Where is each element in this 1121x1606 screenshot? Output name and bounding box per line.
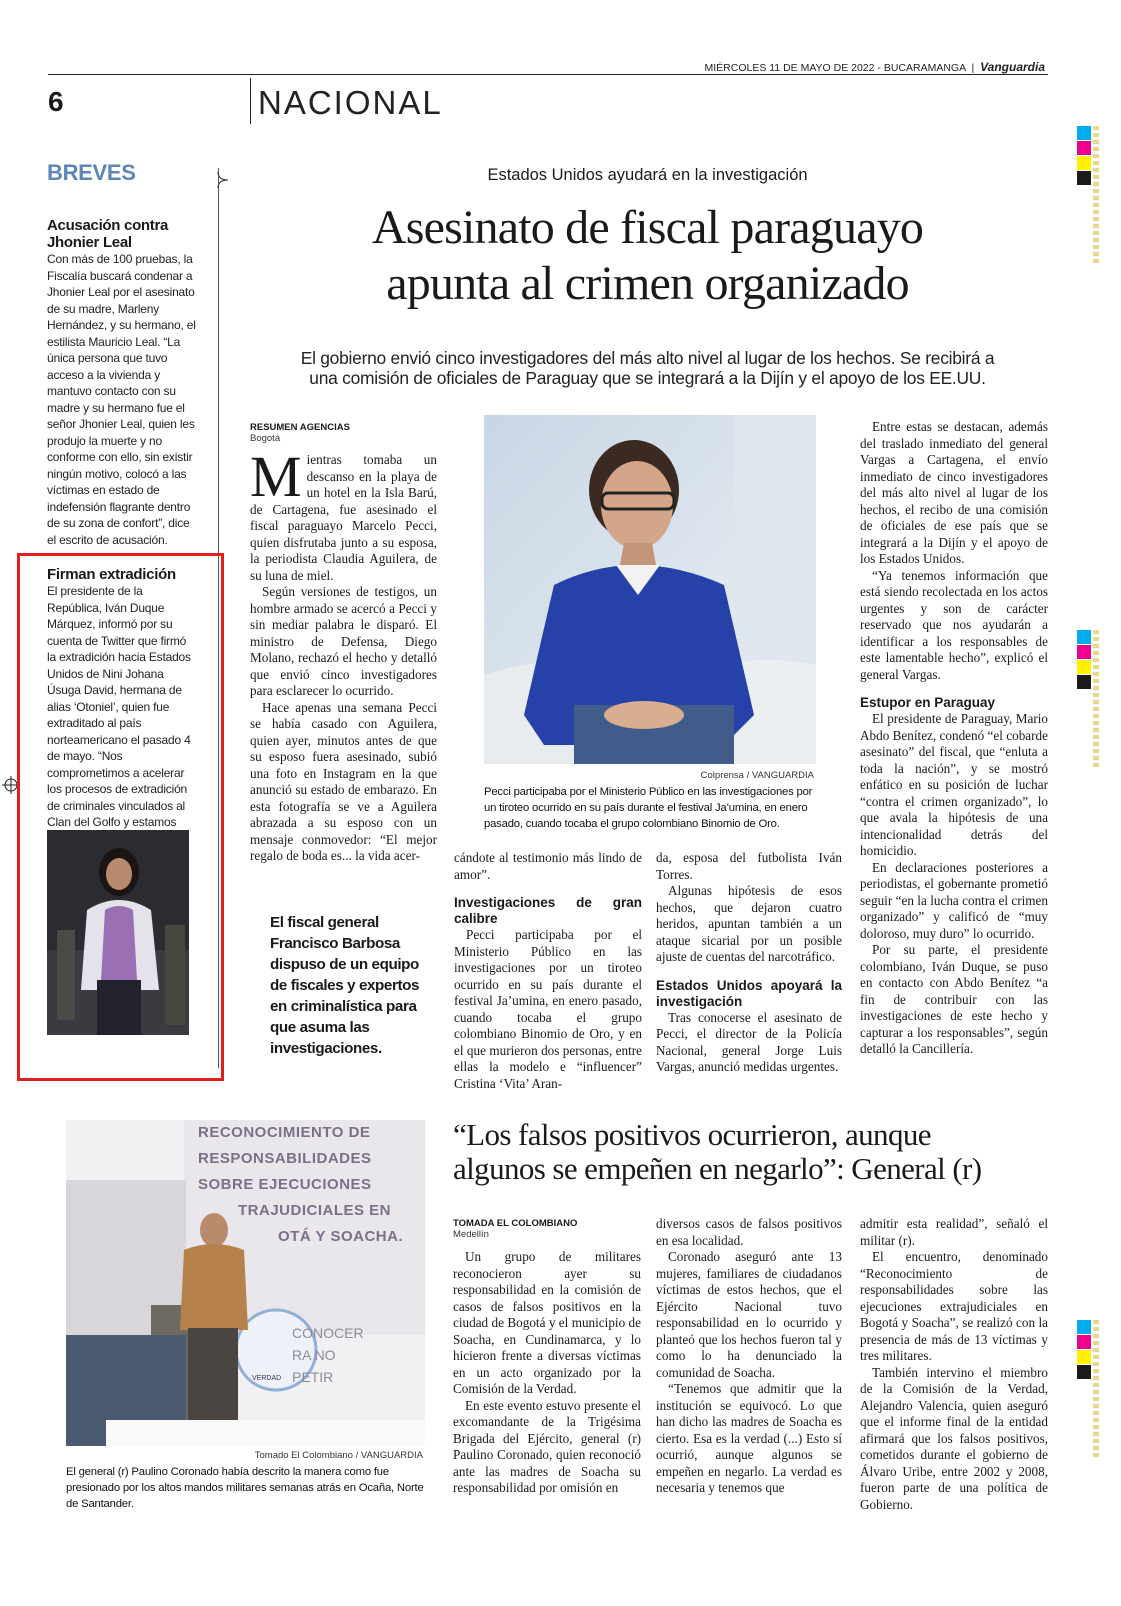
backdrop-line: RA NO: [292, 1347, 336, 1363]
backdrop-line: PETIR: [292, 1369, 334, 1385]
subhead: Estupor en Paraguay: [860, 695, 996, 710]
paragraph: En declaraciones posteriores a periodistas, el gobernante prometió seguir “en la lucha contra el crimen organizado” y calificó de “muy doloroso, muy duro” lo ocurrido.: [860, 859, 1048, 941]
main-kicker: Estados Unidos ayudará en la investigación: [487, 166, 808, 184]
paragraph: Algunas hipótesis de esos hechos, que dejaron cuatro heridos, apuntan también a un ataque sicarial por un posible ajuste de cuentas del narcotráfico.: [656, 883, 842, 964]
banner-line: RESPONSABILIDADES: [198, 1150, 372, 1167]
second-photo-caption: El general (r) Paulino Coronado había descrito la manera como fue presionado por los altos mandos militares semanas atrás en Ocaña, Norte de Santander.: [66, 1466, 424, 1510]
banner-line: TRAJUDICIALES EN: [238, 1202, 392, 1219]
paragraph: En este evento estuvo presente el excomandante de la Trigésima Brigada del Ejército, general (r) Paulino Coronado, quien reconoció ante las madres de Soacha su responsabilidad por omisión en: [453, 1397, 641, 1495]
main-headline: [250, 200, 1045, 312]
paragraph: Un grupo de militares reconocieron ayer su responsabilidad en la comisión de casos de falsos positivos en la ciudad de Bogotá y el municipio de Soacha, en Cundinamarca, y lo hicieron frente a diversas víctimas en un acto organizado por la Comisión de la Verdad.: [453, 1249, 641, 1396]
paragraph: cándote al testimonio más lindo de amor”.: [454, 850, 642, 882]
paragraph: diversos casos de falsos positivos en esa localidad.: [656, 1216, 842, 1248]
brief-body: Con más de 100 pruebas, la Fiscalía buscará condenar a Jhonier Leal por el asesinato de su madre, Marleny Hernández, y su hermano, el estilista Mauricio Leal. “La única persona que tuvo acceso a la vivienda y mantuvo contacto con su madre y su hermano fue el señor Jhonier Leal, quien les produjo la muerte y no conforme con ello, sin existir ningún motivo, colocó a las víctimas en estado de indefensión flagrante dentro de su zona de confort”, dice el escrito de acusación.: [47, 252, 196, 547]
header-rule: [48, 74, 1048, 75]
brand-logo: Vanguardia: [980, 60, 1045, 74]
main-deck-line2: una comisión de oficiales de Paraguay que se integrará a la Dijín y el apoyo de los EE.UU.: [309, 368, 986, 388]
section-divider: [250, 78, 251, 124]
page-number: 6: [48, 86, 64, 117]
main-column-2: [454, 850, 642, 1092]
briefs-section-label: BREVES: [47, 160, 136, 185]
second-photo-credit: Tomado El Colombiano / VANGUARDIA: [254, 1450, 423, 1461]
subhead: Estados Unidos apoyará la investigación: [656, 977, 842, 1009]
byline-agency: RESUMEN AGENCIAS: [250, 422, 350, 433]
paragraph: Tras conocerse el asesinato de Pecci, el director de la Policía Nacional, general Jorge Luis Vargas, anunció medidas urgentes.: [656, 1009, 842, 1074]
photo-banner-text: [198, 1120, 423, 1250]
main-column-4: [860, 419, 1048, 1058]
paragraph: Por su parte, el presidente colombiano, Iván Duque, se puso en contacto con Abdo Benítez “a fin de contribuir con las investigaciones de este hecho y capturar a los responsables”, según detalló la Cancillería.: [860, 942, 1048, 1056]
brief-title: Acusación contra Jhonier Leal: [47, 217, 169, 251]
paragraph: Hace apenas una semana Pecci se había casado con Aguilera, quien ayer, minutos antes de que su esposo fuera asesinado, subió una foto en Instagram en la que anunció su estado de embarazo. En esta fotografía se ve a Aguilera abrazada a su esposo con un mensaje conmovedor: “El mejor regalo de boda es... la vida acer-: [250, 699, 437, 863]
paragraph: admitir esta realidad”, señaló el militar (r).: [860, 1216, 1048, 1248]
second-column-3: [860, 1216, 1048, 1513]
paragraph: Coronado aseguró ante 13 mujeres, familiares de ciudadanos víctimas de estos hechos, que el Ejército Nacional tuvo responsabilidad en lo ocurrido y planteó que los hechos fueron tal y como lo ha denunciado la comunidad de Soacha.: [656, 1249, 842, 1380]
paragraph: da, esposa del futbolista Iván Torres.: [656, 850, 842, 882]
brief-item-extradicion: [47, 566, 197, 847]
second-headline-line2: algunos se empeñen en negarlo”: General (r): [453, 1151, 982, 1186]
main-column-3: [656, 850, 842, 1076]
paragraph: El presidente de Paraguay, Mario Abdo Benítez, condenó “el cobarde asesinato” del fiscal, que “enluta a toda la nación”, y se mostró enfático en su posición de luchar “contra el crimen organizado”, lo que avala la hipótesis de una intencionalidad detrás del homicidio.: [860, 711, 1048, 858]
brief-photo-usuga: [47, 830, 189, 1035]
main-photo-credit: Colprensa / VANGUARDIA: [700, 770, 814, 781]
podium-label: VERDAD: [252, 1375, 282, 1382]
main-photo-pecci: [484, 415, 816, 764]
banner-line: RECONOCIMIENTO DE: [198, 1124, 371, 1141]
section-title: NACIONAL: [258, 84, 443, 121]
brief-title: Firman extradición: [47, 566, 176, 583]
paragraph: El encuentro, denominado “Reconocimiento de responsabilidades sobre las ejecuciones extrajudiciales en Bogotá y Soacha”, se realizó con la presencia de más de 13 víctimas y tres militares.: [860, 1249, 1048, 1363]
second-headline: [453, 1118, 1053, 1186]
second-column-1: [453, 1249, 641, 1497]
brief-body: El presidente de la República, Iván Duque Márquez, informó por su cuenta de Twitter que firmó la extradición hacia Estados Unidos de Nini Johana Úsuga David, hermana de alias ‘Otoniel’, quien fue extraditado al país norteamericano el pasado 4 de mayo. “Nos comprometimos a acelerar los procesos de extradición de criminales vinculados al Clan del Golfo y estamos: [47, 584, 191, 829]
backdrop-line: CONOCER: [292, 1325, 364, 1341]
briefs-divider-arrow-icon: [214, 170, 230, 190]
main-photo-caption: Pecci participaba por el Ministerio Público en las investigaciones por un tiroteo ocurrido en su país durante el festival Ja’umina, en enero pasado, cuando tocaba el grupo colombiano Binomio de Oro.: [484, 786, 813, 830]
byline-city: Medellín: [453, 1229, 489, 1240]
paragraph: “Ya tenemos información que está siendo recolectada en los actos urgentes y son de carácter reservado que nos ayudarán a identificar a los responsables de este lamentable hecho”, explicó el general Vargas.: [860, 567, 1048, 682]
photo-backdrop-text: [292, 1322, 364, 1388]
dateline-text: MIÉRCOLES 11 DE MAYO DE 2022 - BUCARAMANGA: [704, 62, 966, 74]
brief-item-leal: [47, 218, 197, 548]
paragraph: “Tenemos que admitir que la institución se equivocó. Lo que han dicho las madres de Soacha es cierto. Esa es la verdad (...) Esto sí ocurrió, aunque algunos se empeñen en negarlo. La verdad es necesaria y tenemos que: [656, 1381, 842, 1495]
subhead: Investigaciones de gran calibre: [454, 895, 642, 926]
dropcap: M: [250, 444, 302, 509]
second-headline-line1: “Los falsos positivos ocurrieron, aunque: [453, 1117, 931, 1152]
main-byline: [250, 422, 350, 444]
paragraph: También intervino el miembro de la Comisión de la Verdad, Alejandro Valencia, quien aseguró que el informe final de la entidad afirmará que los falsos positivos, cometidos durante el gobierno de Álvaro Uribe, entre 2002 y 2008, fueron parte de una política de Gobierno.: [860, 1364, 1048, 1512]
second-byline: [453, 1218, 577, 1240]
main-deck: [250, 348, 1045, 388]
main-headline-line2: apunta al crimen organizado: [386, 257, 909, 310]
paragraph: Según versiones de testigos, un hombre armado se acercó a Pecci y sin mediar palabra le disparó. El ministro de Defensa, Diego Molano, rechazó el hecho y detalló que envió cinco investigadores para esclarecer lo ocurrido.: [250, 584, 437, 698]
banner-line: SOBRE EJECUCIONES: [198, 1176, 372, 1193]
main-column-1: [250, 444, 437, 865]
second-photo-coronado: [66, 1120, 425, 1446]
dateline: MIÉRCOLES 11 DE MAYO DE 2022 - BUCARAMANGA | Vanguardia: [704, 60, 1045, 74]
paragraph: ientras tomaba un descanso en la playa de un hotel en la Isla Barú, de Cartagena, fue asesinado el fiscal paraguayo Marcelo Pecci, quien disfrutaba junto a su esposa, la periodista Claudia Aguilera, de su luna de miel.: [250, 452, 437, 583]
banner-line: OTÁ Y SOACHA.: [278, 1228, 404, 1245]
second-column-2: [656, 1216, 842, 1497]
byline-city: Bogotá: [250, 433, 281, 444]
paragraph: Pecci participaba por el Ministerio Público en las investigaciones por un tiroteo ocurrido en su país durante el festival Ja’umina, en enero pasado, cuando tocaba el grupo colombiano Binomio de Oro, y en el que murieron dos personas, entre ellas la modelo e “influencer” Cristina ‘Vita’ Aran-: [454, 927, 642, 1091]
pull-quote: El fiscal general Francisco Barbosa dispuso de un equipo de fiscales y expertos en criminalística para que asuma las investigaciones.: [270, 914, 420, 1057]
main-headline-line1: Asesinato de fiscal paraguayo: [371, 201, 924, 254]
main-deck-line1: El gobierno envió cinco investigadores del más alto nivel al lugar de los hechos. Se recibirá a: [300, 348, 995, 368]
paragraph: Entre estas se destacan, además del traslado inmediato del general Vargas a Cartagena, el envío inmediato de cinco investigadores del más alto nivel al lugar de los hechos, el recibo de una comisión de oficiales de ese país que se integrará a la Dijín y el apoyo de los Estados Unidos.: [860, 419, 1048, 566]
byline-agency: TOMADA EL COLOMBIANO: [453, 1218, 578, 1229]
